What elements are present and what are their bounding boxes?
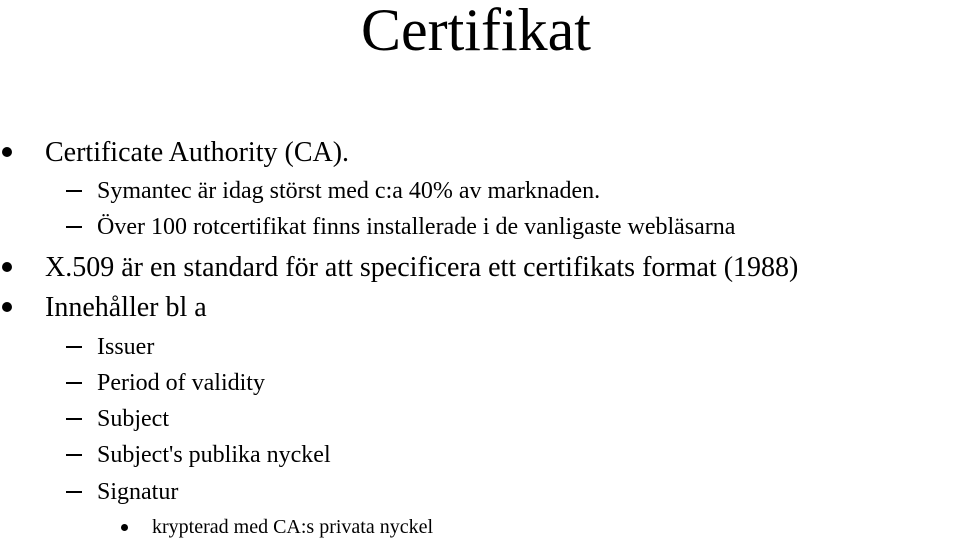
dash-icon [66,226,82,228]
list-item-text: X.509 är en standard för att specificera ett certifikats format (1988) [45,252,799,283]
slide-title: Certifikat [361,0,591,63]
list-item-text: Certificate Authority (CA). [45,137,350,168]
list-item-text: krypterad med CA:s privata nyckel [152,516,434,538]
list-item-text: Subject's publika nyckel [97,442,331,468]
list-item-text: Subject [97,406,169,432]
dash-icon [66,346,82,348]
dash-icon [66,418,82,420]
list-item-text: Innehåller bl a [45,292,207,323]
bullet-icon [2,262,12,272]
bullet-icon [2,147,12,157]
list-item-text: Symantec är idag störst med c:a 40% av marknaden. [97,178,601,204]
dash-icon [66,190,82,192]
dash-icon [66,382,82,384]
list-item-text: Över 100 rotcertifikat finns installerade i de vanligaste webläsarna [97,214,736,240]
bullet-icon [121,524,128,531]
dash-icon [66,491,82,493]
bullet-icon [2,302,12,312]
list-item-text: Period of validity [97,370,265,396]
list-item-text: Issuer [97,334,155,360]
list-item-text: Signatur [97,479,179,505]
dash-icon [66,454,82,456]
